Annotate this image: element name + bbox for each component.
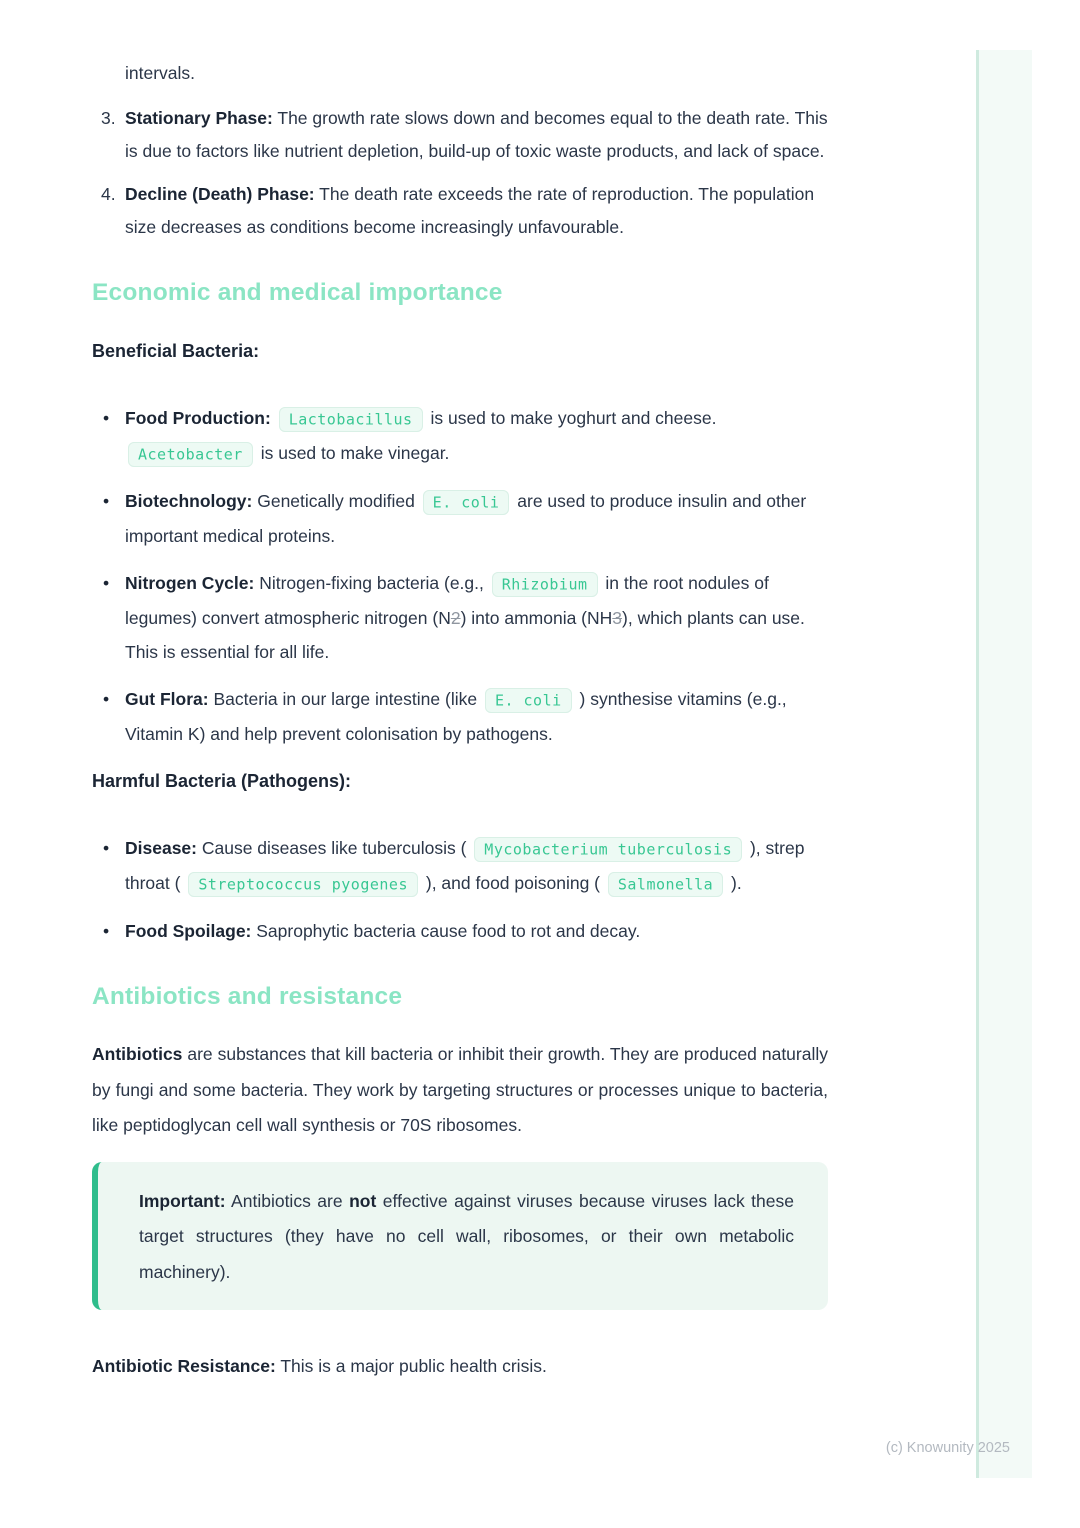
- text-run: This is a major public health crisis.: [275, 1356, 547, 1376]
- bold-text: Gut Flora:: [125, 689, 209, 709]
- bold-text: not: [349, 1190, 377, 1211]
- bullet-marker: •: [103, 838, 110, 858]
- text-run: is used to make vinegar.: [255, 443, 450, 463]
- code-chip: E. coli: [485, 688, 572, 713]
- subheading-beneficial-bacteria: Beneficial Bacteria:: [92, 341, 260, 361]
- bullet-marker: •: [103, 573, 110, 593]
- text-run: Cause diseases like tuberculosis (: [197, 838, 472, 858]
- struck-subscript: 2: [450, 608, 461, 628]
- list-number: 4.: [101, 184, 116, 204]
- text-run: are used to produce insulin and other important medical proteins.: [125, 491, 807, 546]
- bold-text: Stationary Phase:: [125, 108, 273, 128]
- numbered-list-item: [92, 178, 828, 244]
- list-item: [92, 682, 828, 751]
- code-chip: Acetobacter: [128, 442, 253, 467]
- text-run: ), strep throat (: [125, 838, 805, 893]
- bold-text: Disease:: [125, 838, 197, 858]
- bold-text: Antibiotics: [92, 1044, 183, 1064]
- antibiotics-paragraph: [92, 1037, 828, 1144]
- bold-text: Food Spoilage:: [125, 921, 252, 941]
- list-item: [92, 914, 828, 948]
- code-chip: E. coli: [423, 490, 510, 515]
- text-run: [271, 408, 276, 428]
- bold-text: Antibiotic Resistance:: [92, 1356, 276, 1376]
- code-chip: Rhizobium: [492, 572, 598, 597]
- important-callout: [92, 1162, 828, 1311]
- text-run: The death rate exceeds the rate of reproduction. The population size decreases as conditions become increasingly unfavourable.: [125, 184, 815, 237]
- struck-subscript: 3: [612, 608, 623, 628]
- code-chip: Lactobacillus: [279, 407, 423, 432]
- text-run: effective against viruses because viruses lack these target structures (they have no cell wall, ribosomes, or their own metabolic machinery).: [139, 1190, 794, 1282]
- bullet-marker: •: [103, 921, 110, 941]
- list-item-text: [125, 102, 828, 168]
- code-chip: Salmonella: [608, 872, 723, 897]
- bullet-marker: •: [103, 491, 110, 511]
- bold-text: Important:: [139, 1190, 226, 1211]
- list-item: [92, 401, 828, 471]
- code-chip: Mycobacterium tuberculosis: [474, 837, 742, 862]
- code-chip: Streptococcus pyogenes: [188, 872, 418, 897]
- text-run: The growth rate slows down and becomes equal to the death rate. This is due to factors like nutrient depletion, build-up of toxic waste products, and lack of space.: [125, 108, 828, 161]
- text-run: ) into ammonia (NH: [460, 608, 613, 628]
- bullet-marker: •: [103, 408, 110, 428]
- list-item: [92, 566, 828, 669]
- list-item-text: [125, 408, 716, 463]
- page-edge-panel: [979, 50, 1032, 1478]
- list-item-text: [125, 573, 805, 662]
- list-item-text: [125, 689, 787, 744]
- list-item-tail-text: intervals.: [125, 63, 196, 83]
- list-item-text: [125, 838, 804, 893]
- page-edge-line: [976, 50, 979, 1478]
- list-item-text: [125, 921, 640, 941]
- document-content: [92, 57, 828, 1383]
- text-run: Bacteria in our large intestine (like: [208, 689, 482, 709]
- list-item: [92, 831, 828, 901]
- bullet-marker: •: [103, 689, 110, 709]
- text-run: is used to make yoghurt and cheese.: [425, 408, 717, 428]
- text-run: are substances that kill bacteria or inhibit their growth. They are produced naturally by fungi and some bacteria. They work by targeting structures or processes unique to bacteria, like peptidoglycan cell wall synthesis or 70S ribosomes.: [92, 1044, 828, 1135]
- list-number: 3.: [101, 108, 116, 128]
- section-heading-antibiotics: Antibiotics and resistance: [92, 983, 403, 1010]
- text-run: Genetically modified: [252, 491, 420, 511]
- text-run: ).: [726, 873, 742, 893]
- growth-phase-numbered-list: [92, 102, 828, 244]
- text-run: ), and food poisoning (: [421, 873, 605, 893]
- list-item: [92, 484, 828, 553]
- list-item-text: [125, 178, 828, 244]
- copyright-credit: (c) Knowunity 2025: [885, 1440, 1010, 1456]
- harmful-bacteria-list: [92, 831, 828, 948]
- numbered-list-item: [92, 102, 828, 168]
- subheading-harmful-bacteria: Harmful Bacteria (Pathogens):: [92, 771, 352, 791]
- text-run: Nitrogen-fixing bacteria (e.g.,: [254, 573, 489, 593]
- antibiotic-resistance-line: [92, 1350, 828, 1383]
- bold-text: Biotechnology:: [125, 491, 253, 511]
- list-item-text: [125, 491, 806, 546]
- bold-text: Nitrogen Cycle:: [125, 573, 255, 593]
- beneficial-bacteria-list: [92, 401, 828, 751]
- callout-text: [139, 1191, 794, 1282]
- bold-text: Food Production:: [125, 408, 271, 428]
- text-run: Antibiotics are: [225, 1190, 350, 1211]
- bold-text: Decline (Death) Phase:: [125, 184, 315, 204]
- section-heading-economic: Economic and medical importance: [92, 279, 503, 306]
- text-run: ) synthesise vitamins (e.g., Vitamin K) and help prevent colonisation by pathogens.: [125, 689, 787, 744]
- text-run: ), which plants can use. This is essential for all life.: [125, 608, 805, 662]
- text-run: Saprophytic bacteria cause food to rot and decay.: [251, 921, 641, 941]
- text-run: in the root nodules of legumes) convert atmospheric nitrogen (N: [125, 573, 769, 628]
